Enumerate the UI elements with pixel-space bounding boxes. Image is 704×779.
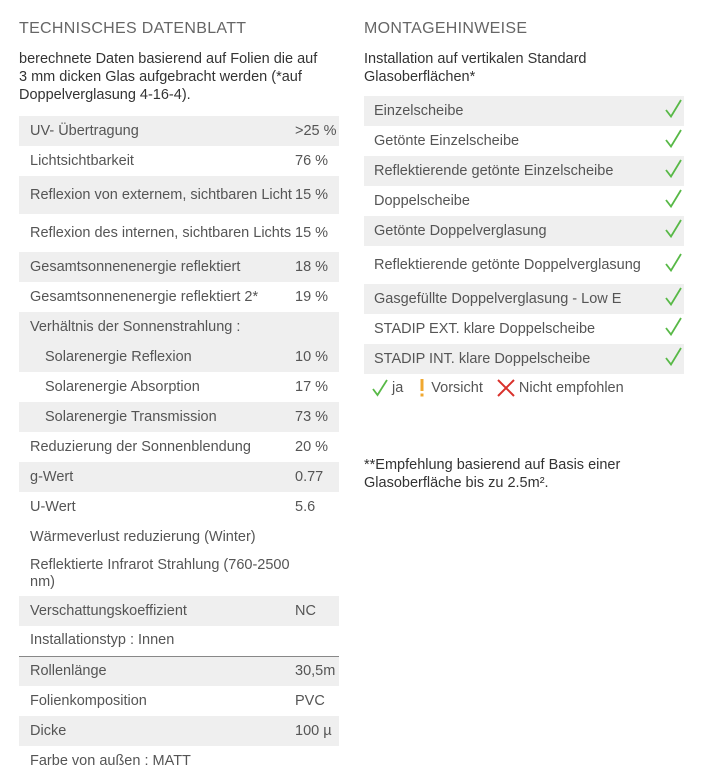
mounting-status [662,156,684,186]
mounting-label: Reflektierende getönte Einzelscheibe [364,156,662,186]
mounting-label: Getönte Doppelverglasung [364,216,662,246]
spec-value: 30,5m [295,656,339,686]
mounting-status [662,126,684,156]
legend-caution-label: Vorsicht [431,380,483,396]
spec-value [295,522,339,552]
spec-row [19,214,339,252]
legend [372,378,638,398]
check-icon [665,99,682,118]
check-icon [372,379,388,397]
spec-label: Solarenergie Absorption [45,378,200,395]
check-icon [665,159,682,178]
spec-value: NC [295,596,339,626]
left-intro: berechnete Daten basierend auf Folien die auf 3 mm dicken Glas aufgebracht werden (*auf Doppelverglasung 4-16-4). [19,51,318,103]
legend-yes [372,379,403,397]
mounting-label: STADIP INT. klare Doppelscheibe [364,344,662,374]
spec-row [19,432,339,462]
spec-label: Rollenlänge [19,656,295,686]
spec-row [19,176,339,214]
mounting-label: Einzelscheibe [364,96,662,126]
spec-value: 76 % [295,152,329,169]
spec-value: 17 % [295,378,329,395]
spec-value: >25 % [295,116,339,146]
check-icon [665,253,682,272]
spec-row [19,282,339,312]
spec-label: Verhältnis der Sonnenstrahlung : [19,312,295,342]
spec-label: Solarenergie Transmission [19,402,295,432]
spec-row [19,716,339,746]
spec-label: U-Wert [30,498,76,515]
footnote: **Empfehlung basierend auf Basis einer Glasoberfläche bis zu 2.5m². [364,457,621,491]
spec-label: g-Wert [19,462,295,492]
mounting-label: Reflektierende getönte Doppelverglasung [374,256,641,273]
mounting-row [364,284,684,314]
mounting-row [364,126,684,156]
spec-label: Reflexion von externem, sichtbaren Licht [19,176,295,214]
spec-value [295,626,339,656]
exclamation-icon [417,378,427,398]
mounting-status [662,96,684,126]
mounting-row [364,344,684,374]
spec-row [19,686,339,716]
cross-icon [497,379,515,397]
spec-row [19,116,339,146]
legend-no [497,379,624,397]
spec-row [19,342,339,372]
spec-label: Verschattungskoeffizient [19,596,295,626]
spec-value [295,746,339,776]
spec-row [19,596,339,626]
spec-row [19,402,339,432]
spec-label: Gesamtsonnenenergie reflektiert [19,252,295,282]
mounting-row [364,186,684,216]
mounting-status [662,186,684,216]
mounting-row [364,246,684,284]
mounting-status [662,314,684,344]
spec-row [19,552,339,596]
spec-value: 73 % [295,402,339,432]
spec-label: Lichtsichtbarkeit [30,152,134,169]
mounting-status [662,246,684,284]
spec-row [19,522,339,552]
spec-row [19,146,339,176]
spec-value [295,552,339,596]
tech-spec-table [19,116,339,776]
spec-label: Farbe von außen : MATT [30,752,191,769]
spec-label: Reduzierung der Sonnenblendung [30,438,251,455]
mounting-label: Doppelscheibe [374,192,470,209]
spec-value: 0.77 [295,462,339,492]
mounting-label: Gasgefüllte Doppelverglasung - Low E [364,284,662,314]
legend-no-label: Nicht empfohlen [518,380,624,396]
spec-label: UV- Übertragung [19,116,295,146]
spec-row [19,746,339,776]
spec-row [19,312,339,342]
check-icon [665,347,682,366]
spec-label: Dicke [19,716,295,746]
spec-row [19,656,339,686]
mounting-row [364,314,684,344]
spec-value: 15 % [295,224,329,241]
spec-value: PVC [295,692,325,709]
spec-row [19,252,339,282]
check-icon [665,219,682,238]
spec-label: Solarenergie Reflexion [19,342,295,372]
mounting-label: STADIP EXT. klare Doppelscheibe [374,320,596,337]
spec-value: 15 % [295,176,339,214]
right-heading: MONTAGEHINWEISE [364,20,528,37]
spec-row [19,626,339,656]
spec-label: Reflexion des internen, sichtbaren Lichts [30,224,292,241]
legend-yes-label: ja [392,380,404,396]
spec-value: 19 % [295,288,329,305]
spec-value: 20 % [295,438,329,455]
spec-value [295,312,339,342]
spec-row [19,462,339,492]
spec-value: 18 % [295,252,339,282]
left-heading: TECHNISCHES DATENBLATT [19,20,247,37]
mounting-status [662,284,684,314]
spec-row [19,372,339,402]
mounting-status [662,216,684,246]
spec-label: Gesamtsonnenenergie reflektiert 2* [30,288,259,305]
mounting-row [364,156,684,186]
spec-label: Wärmeverlust reduzierung (Winter) [30,528,256,545]
check-icon [665,287,682,306]
legend-caution [417,378,483,398]
spec-label: Installationstyp : Innen [30,632,175,649]
mounting-row [364,216,684,246]
mounting-table [364,96,684,374]
spec-label: Folienkomposition [30,692,147,709]
right-intro: Installation auf vertikalen Standard Glasoberflächen* [364,51,587,85]
check-icon [665,189,682,208]
spec-label: Reflektierte Infrarot Strahlung (760-2500 nm) [30,557,290,590]
check-icon [665,129,682,148]
mounting-label: Getönte Einzelscheibe [374,132,520,149]
spec-value: 5.6 [295,498,316,515]
spec-value: 100 µ [295,716,339,746]
mounting-row [364,96,684,126]
spec-value: 10 % [295,342,339,372]
check-icon [665,317,682,336]
spec-row [19,492,339,522]
mounting-status [662,344,684,374]
